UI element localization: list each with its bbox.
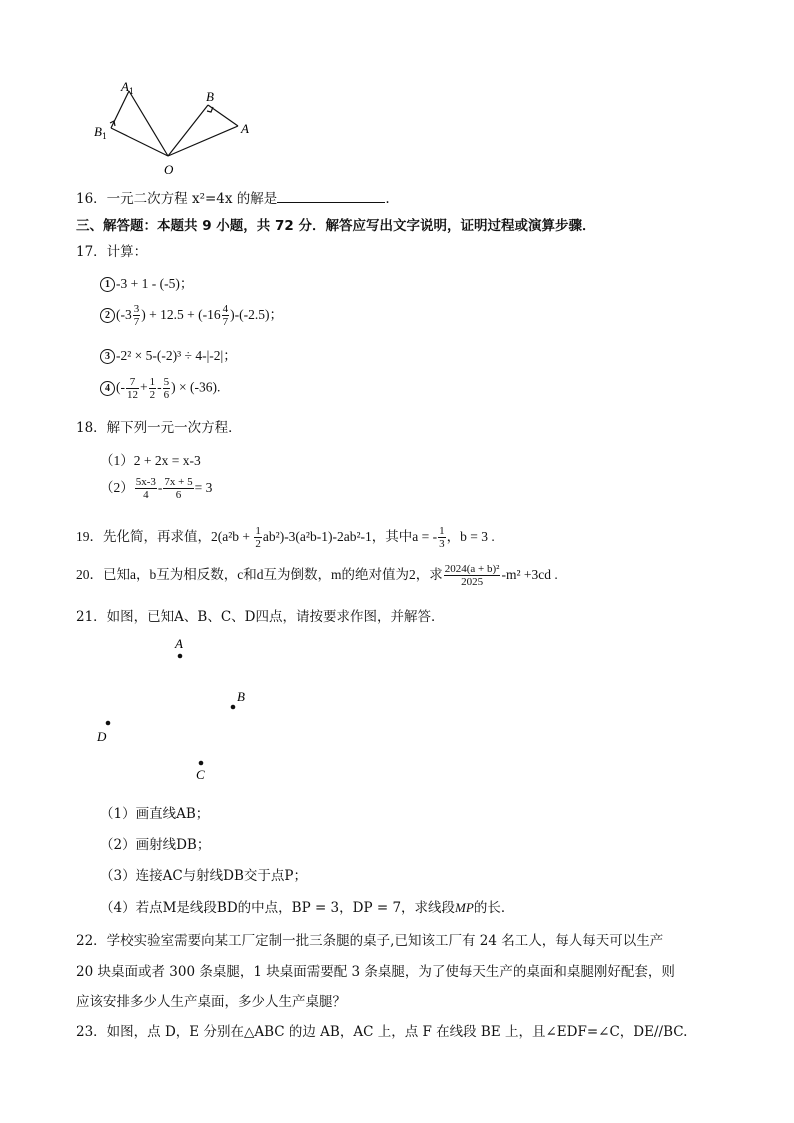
frac-den: 6 (163, 389, 170, 401)
q22-line2: 20 块桌面或者 300 条桌腿，1 块桌面需要配 3 条桌腿，为了使每天生产的桌面和桌腿刚好配套，则 (76, 964, 675, 980)
q17-title: 17．计算： (76, 244, 148, 260)
q18-p2-end: = 3 (194, 480, 213, 495)
q19-c: ，b = 3 . (446, 529, 495, 544)
frac-num: 1 (255, 525, 261, 538)
q21-title: 21．如图，已知A、B、C、D四点，请按要求作图，并解答． (76, 609, 445, 625)
q17-p1-text: -3 + 1 - (-5)； (116, 276, 194, 291)
fraction (438, 525, 446, 550)
frac-den: 7 (222, 316, 229, 329)
q21-part1: （1）画直线AB； (100, 806, 210, 822)
fraction (133, 303, 141, 328)
frac-den: 2 (255, 538, 261, 551)
q18-p2-label: （2） (100, 480, 134, 495)
label-b1: B (94, 124, 102, 139)
label-point-b: B (237, 689, 245, 704)
q20-b: -m² +3cd . (501, 567, 558, 582)
section-heading: 三、解答题：本题共 9 小题，共 72 分．解答应写出文字说明，证明过程或演算步骤． (76, 218, 596, 234)
fraction (126, 376, 139, 401)
frac-den: 2 (149, 389, 156, 401)
frac-den: 7 (133, 316, 140, 329)
circle-num-4: 4 (100, 381, 115, 396)
q21-p4-a: （4）若点M是线段BD的中点，BP = 3，DP = 7，求线段 (100, 900, 456, 916)
q21-part3: （3）连接AC与射线DB交于点P； (100, 868, 307, 884)
fraction (149, 376, 157, 401)
q17-part1 (100, 272, 193, 292)
q21-p4-mp: MP (455, 900, 474, 915)
point-c (199, 761, 204, 766)
point-a (178, 654, 183, 659)
label-a1: A (121, 79, 129, 94)
q17-part4 (100, 376, 220, 401)
frac-num: 7 (126, 376, 139, 389)
q19-a: 19．先化简，再求值，2(a²b + (76, 529, 254, 544)
q17-p3-text: -2² × 5-(-2)³ ÷ 4-|-2|； (116, 348, 237, 363)
frac-den: 6 (175, 489, 182, 502)
q17-part3 (100, 344, 237, 364)
frac-num: 5x-3 (135, 476, 156, 489)
q18-part2 (100, 476, 212, 501)
frac-den: 12 (127, 389, 138, 401)
fraction (254, 525, 262, 550)
point-b (231, 705, 236, 710)
label-point-d: D (97, 729, 107, 744)
q16-end: . (385, 191, 390, 207)
question-16 (76, 187, 390, 207)
q17-p4-b: + (140, 379, 148, 395)
q21-p4-b: 的长． (473, 900, 515, 916)
q17-p2-c: )-(-2.5)； (230, 307, 283, 322)
angle-figure (88, 76, 263, 181)
frac-num: 3 (133, 303, 140, 316)
q18-title: 18．解下列一元一次方程． (76, 420, 242, 436)
q17-p4-c: - (157, 379, 162, 395)
fraction (135, 476, 157, 501)
frac-den: 2025 (461, 576, 484, 589)
fraction (222, 303, 230, 328)
answer-blank[interactable] (277, 190, 385, 203)
q21-part2: （2）画射线DB； (100, 837, 211, 853)
label-a1-sub: 1 (129, 87, 135, 96)
circle-num-2: 2 (100, 308, 115, 323)
q17-p4-d: ) × (-36). (171, 379, 221, 395)
frac-num: 2024(a + b)² (444, 563, 500, 576)
point-d (106, 721, 111, 726)
question-20 (76, 563, 558, 588)
label-point-a: A (175, 636, 183, 651)
q18-p2-mid: - (157, 480, 163, 495)
q19-b: ab²)-3(a²b-1)-2ab²-1，其中a = - (262, 529, 438, 544)
question-19 (76, 525, 495, 550)
frac-den: 4 (143, 489, 149, 502)
q16-text: 16．一元二次方程 x²=4x 的解是 (76, 191, 278, 207)
frac-num: 4 (222, 303, 229, 316)
circle-num-1: 1 (100, 277, 115, 292)
q17-p2-a: (-3 (116, 307, 132, 322)
circle-num-3: 3 (100, 349, 115, 364)
label-a: A (241, 121, 249, 136)
q21-part4 (100, 896, 514, 916)
q22-line1: 22．学校实验室需要向某工厂定制一批三条腿的桌子,已知该工厂有 24 名工人，每人每天可以生产 (76, 933, 664, 949)
q17-p4-a: (- (116, 379, 125, 395)
q17-p2-b: ) + 12.5 + (-16 (141, 307, 221, 322)
frac-num: 7x + 5 (164, 476, 193, 489)
points-figure (90, 634, 270, 784)
frac-den: 3 (439, 538, 445, 551)
q20-a: 20．已知a，b互为相反数，c和d互为倒数，m的绝对值为2，求 (76, 567, 443, 582)
label-o: O (164, 162, 174, 177)
question-23: 23．如图，点 D，E 分别在△ABC 的边 AB，AC 上，点 F 在线段 BE 上，且∠EDF=∠C，DE//BC. (76, 1024, 688, 1040)
fraction (444, 563, 501, 588)
frac-num: 5 (163, 376, 170, 388)
label-b: B (206, 89, 214, 104)
frac-num: 1 (149, 376, 156, 388)
q18-part1: （1）2 + 2x = x-3 (100, 453, 201, 468)
fraction (163, 476, 193, 501)
frac-num: 1 (439, 525, 445, 538)
fraction (163, 376, 171, 401)
q17-part2 (100, 303, 283, 328)
label-point-c: C (196, 767, 205, 782)
q22-line3: 应该安排多少人生产桌面，多少人生产桌腿？ (76, 994, 346, 1010)
label-b1-sub: 1 (102, 132, 108, 141)
